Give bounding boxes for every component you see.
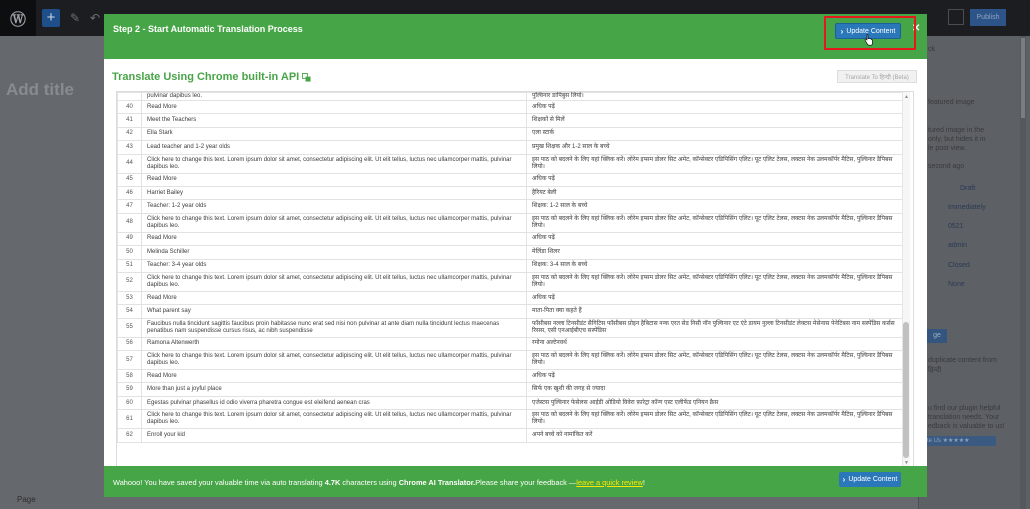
source-text: Read More (142, 291, 527, 304)
row-number: 47 (118, 200, 142, 213)
source-text: Melinda Schiller (142, 246, 527, 259)
row-number: 42 (118, 127, 142, 140)
publish-button[interactable]: Publish (970, 9, 1006, 26)
settings-panel-icon[interactable] (948, 9, 964, 25)
scroll-up-arrow-icon[interactable]: ▲ (904, 94, 909, 100)
translated-text[interactable]: इस पाठ को बदलने के लिए यहां क्लिक करें। लोरेम इप्सम डोलर सिट अमेट, कॉन्सेक्टर एडिपिसिंग एलिट। यूट एलिट टेलस, लक्टस नेक उलमकॉर्पर मैटिस, पुल्विनार डैपिबस लियो। (527, 272, 904, 291)
source-text: Click here to change this text. Lorem ipsum dolor sit amet, consectetur adipiscing elit. Ut elit tellus, luctus nec ullamcorper mattis, pulvinar dapibus leo. (142, 154, 527, 173)
translated-text[interactable]: रमोना अल्टेनवर्थ (527, 337, 904, 350)
row-number: 49 (118, 232, 142, 245)
source-text: Read More (142, 232, 527, 245)
sidebar-text: u find our plugin helpful (928, 405, 1001, 412)
source-text: Faucibus nulla tincidunt sagittis faucibus proin habitasse nunc erat sed nisi non pulvinar at ante diam nulla tincidunt lectus maecenas penatibus nam suspendisse cursus risus, ac nibh suspendisse (142, 318, 527, 337)
edit-tool-icon[interactable]: ✎ (70, 11, 81, 25)
translated-text[interactable]: इस पाठ को बदलने के लिए यहां क्लिक करें। लोरेम इप्सम डोलर सिट अमेट, कॉन्सेक्टर एडिपिसिंग एलिट। यूट एलिट टेलस, लक्टस नेक उलमकॉर्पर मैटिस, पुल्विनार डैपिबस लियो। (527, 213, 904, 232)
breadcrumb-page: Page (17, 495, 36, 504)
chevron-right-icon: › (840, 26, 844, 36)
translated-text[interactable]: इस पाठ को बदलने के लिए यहां क्लिक करें। लोरेम इप्सम डोलर सिट अमेट, कॉन्सेक्टर एडिपिसिंग एलिट। यूट एलिट टेलस, लक्टस नेक उलमकॉर्पर मैटिस, पुल्विनार डैपिबस लियो। (527, 351, 904, 370)
footer-product: Chrome AI Translator. (398, 478, 476, 487)
source-text: Click here to change this text. Lorem ipsum dolor sit amet, consectetur adipiscing elit. Ut elit tellus, luctus nec ullamcorper mattis, pulvinar dapibus leo. (142, 213, 527, 232)
translated-text[interactable]: शिक्षक: 3-4 साल के बच्चे (527, 259, 904, 272)
row-number: 58 (118, 370, 142, 383)
translate-to-hindi-button[interactable]: Translate To हिन्दी (Beta) (837, 70, 917, 83)
table-row (118, 101, 904, 114)
source-text: Harriet Bailey (142, 186, 527, 199)
wordpress-logo-icon[interactable]: Ⓦ (0, 0, 36, 36)
close-icon[interactable]: ✕ (912, 23, 921, 34)
sidebar-page-button[interactable]: ge (927, 329, 947, 343)
source-text: What parent say (142, 305, 527, 318)
modal-header (104, 14, 927, 59)
row-number: 55 (118, 318, 142, 337)
translated-text[interactable]: एला स्टार्क (527, 127, 904, 140)
table-row (118, 186, 904, 199)
row-number: 59 (118, 383, 142, 396)
table-row (118, 114, 904, 127)
rate-us-button[interactable]: te Us ★★★★★ (924, 436, 996, 446)
row-number: 61 (118, 410, 142, 429)
source-text: Read More (142, 370, 527, 383)
row-number: 48 (118, 213, 142, 232)
translated-text[interactable]: सिर्फ एक खुशी की जगह से ज्यादा (527, 383, 904, 396)
footer-update-content-label: Update Content (848, 476, 898, 483)
row-number: 52 (118, 272, 142, 291)
sidebar-text: edback is valuable to us! (928, 423, 1005, 430)
translation-table[interactable] (116, 91, 914, 469)
sidebar-text: duplicate content from (928, 357, 997, 364)
table-row (118, 351, 904, 370)
translate-icon (302, 73, 311, 82)
source-text: More than just a joyful place (142, 383, 527, 396)
source-text: Click here to change this text. Lorem ipsum dolor sit amet, consectetur adipiscing elit. Ut elit tellus, luctus nec ullamcorper mattis, pulvinar dapibus leo. (142, 410, 527, 429)
table-row (118, 141, 904, 154)
page-scrollbar-thumb[interactable] (1021, 38, 1025, 118)
translated-text[interactable]: अपने बच्चे को नामांकित करें (527, 429, 904, 442)
translated-text[interactable]: फॉसीबस नल्ला टिनसीडंट सैगिटिस फॉसीबस प्रोइन हैबिटास नन्क एरत सेड निसी नॉन पुल्विनार एट एंटे डायम नुल्ला टिनसीडंट लेक्टस मेसेनास पेनेटिबस नाम सस्पेंडिस कर्सस रिसस, एसी एनआईबीएच सस्पेंडिस (527, 318, 904, 337)
row-number: 41 (118, 114, 142, 127)
footer-chars: 4.7K (324, 478, 341, 487)
table-row (118, 93, 904, 101)
table-row (118, 127, 904, 140)
translated-text[interactable]: पुल्विनार डापिबुस लियो। (527, 93, 904, 101)
footer-text-end: ! (642, 478, 645, 487)
add-title-placeholder[interactable]: Add title (6, 80, 74, 99)
api-title (112, 71, 311, 83)
table-row (118, 383, 904, 396)
source-text: Egestas pulvinar phasellus id odio viverra pharetra congue est eleifend aenean cras (142, 396, 527, 409)
table-row (118, 370, 904, 383)
row-number: 60 (118, 396, 142, 409)
row-number: 40 (118, 101, 142, 114)
modal-footer (104, 466, 927, 497)
translated-text[interactable]: अधिक पढ़ें (527, 101, 904, 114)
row-number: 57 (118, 351, 142, 370)
translated-text[interactable]: अधिक पढ़ें (527, 173, 904, 186)
table-row (118, 410, 904, 429)
table-row (118, 173, 904, 186)
api-title-text: Translate Using Chrome built-in API (112, 71, 300, 83)
source-text: Lead teacher and 1-2 year olds (142, 141, 527, 154)
translated-text[interactable]: माता-पिता क्या कहते हैं (527, 305, 904, 318)
table-row (118, 305, 904, 318)
row-number: 44 (118, 154, 142, 173)
sidebar-publish-date[interactable]: Immediately (948, 204, 986, 211)
row-number: 56 (118, 337, 142, 350)
translated-text[interactable]: हैरियट बेली (527, 186, 904, 199)
sidebar-parent[interactable]: None (948, 281, 965, 288)
table-row (118, 213, 904, 232)
source-text: Read More (142, 101, 527, 114)
leave-review-link[interactable]: leave a quick review (576, 478, 643, 487)
row-number: 51 (118, 259, 142, 272)
sidebar-text: tured image in the (928, 127, 985, 134)
source-text: Meet the Teachers (142, 114, 527, 127)
footer-update-content-button[interactable] (839, 472, 901, 487)
translated-text[interactable]: प्रमुख शिक्षक और 1-2 साल के बच्चे (527, 141, 904, 154)
footer-text-before: Wahooo! You have saved your valuable time via auto translating (113, 478, 325, 487)
sidebar-status[interactable]: Draft (960, 185, 976, 192)
source-text: Ella Stark (142, 127, 527, 140)
table-scrollbar-thumb[interactable] (903, 322, 909, 458)
sidebar-author[interactable]: admin (948, 242, 968, 249)
scroll-down-arrow-icon[interactable]: ▼ (904, 460, 909, 466)
sidebar-text: ck (928, 46, 935, 53)
translated-text[interactable]: मेलिंडा शिलर (527, 246, 904, 259)
translated-text[interactable]: इस पाठ को बदलने के लिए यहां क्लिक करें। लोरेम इप्सम डोलर सिट अमेट, कॉन्सेक्टर एडिपिसिंग एलिट। यूट एलिट टेलस, लक्टस नेक उलमकॉर्पर मैटिस, पुल्विनार डैपिबस लियो। (527, 154, 904, 173)
sidebar-text: हिन्दी (928, 367, 942, 374)
footer-text-middle: characters using (340, 478, 399, 487)
row-number: 46 (118, 186, 142, 199)
undo-icon[interactable]: ↶ (90, 11, 101, 25)
sidebar-discussion[interactable]: Closed (948, 262, 970, 269)
row-number: 53 (118, 291, 142, 304)
table-row (118, 291, 904, 304)
source-text: Ramona Altenwerth (142, 337, 527, 350)
sidebar-text: only, but hides it in (928, 136, 986, 143)
row-number (118, 93, 142, 101)
content-header (104, 59, 927, 92)
row-number: 45 (118, 173, 142, 186)
translation-modal (104, 14, 927, 497)
translated-text[interactable]: एजेस्टस पुल्विनार फेसेलस आईडी ओडियो विवेरा फ़ारेट्रा कॉन्ग एस्ट एलीफेंड एनियन क्रैस (527, 396, 904, 409)
row-number: 43 (118, 141, 142, 154)
table-row (118, 232, 904, 245)
sidebar-template[interactable]: 0521 (948, 223, 964, 230)
source-text: Read More (142, 173, 527, 186)
table-row (118, 200, 904, 213)
sidebar-text: second ago (928, 163, 965, 170)
source-text: Teacher: 3-4 year olds (142, 259, 527, 272)
row-number: 50 (118, 246, 142, 259)
sidebar-featured-image[interactable]: featured image (928, 99, 975, 106)
footer-message (113, 478, 645, 487)
mouse-pointer-icon (864, 34, 873, 46)
source-text: Teacher: 1-2 year olds (142, 200, 527, 213)
translated-text[interactable]: शिक्षक: 1-2 साल के बच्चे (527, 200, 904, 213)
source-text: Enroll your kid (142, 429, 527, 442)
translated-text[interactable]: शिक्षकों से मिलें (527, 114, 904, 127)
row-number: 54 (118, 305, 142, 318)
footer-text-after: Please share your feedback — (475, 478, 577, 487)
table-row (118, 396, 904, 409)
add-block-button[interactable]: + (42, 9, 60, 27)
translated-text[interactable]: अधिक पढ़ें (527, 232, 904, 245)
chevron-right-icon: › (842, 475, 846, 484)
translated-text[interactable]: अधिक पढ़ें (527, 370, 904, 383)
step-title: Step 2 - Start Automatic Translation Process (113, 24, 303, 34)
translated-text[interactable]: अधिक पढ़ें (527, 291, 904, 304)
row-number: 62 (118, 429, 142, 442)
sidebar-text: translation needs. Your (928, 414, 1000, 421)
source-text: Click here to change this text. Lorem ipsum dolor sit amet, consectetur adipiscing elit. Ut elit tellus, luctus nec ullamcorper mattis, pulvinar dapibus leo. (142, 351, 527, 370)
update-content-label: Update Content (846, 27, 896, 35)
table-row (118, 259, 904, 272)
table-row (118, 154, 904, 173)
source-text: pulvinar dapibus leo. (142, 93, 527, 101)
table-row (118, 318, 904, 337)
table-row (118, 429, 904, 442)
table-row (118, 337, 904, 350)
table-row (118, 246, 904, 259)
table-row (118, 272, 904, 291)
source-text: Click here to change this text. Lorem ipsum dolor sit amet, consectetur adipiscing elit. Ut elit tellus, luctus nec ullamcorper mattis, pulvinar dapibus leo. (142, 272, 527, 291)
translated-text[interactable]: इस पाठ को बदलने के लिए यहां क्लिक करें। लोरेम इप्सम डोलर सिट अमेट, कॉन्सेक्टर एडिपिसिंग एलिट। यूट एलिट टेलस, लक्टस नेक उलमकॉर्पर मैटिस, पुल्विनार डैपिबस लियो। (527, 410, 904, 429)
sidebar-text: le post view. (928, 145, 967, 152)
